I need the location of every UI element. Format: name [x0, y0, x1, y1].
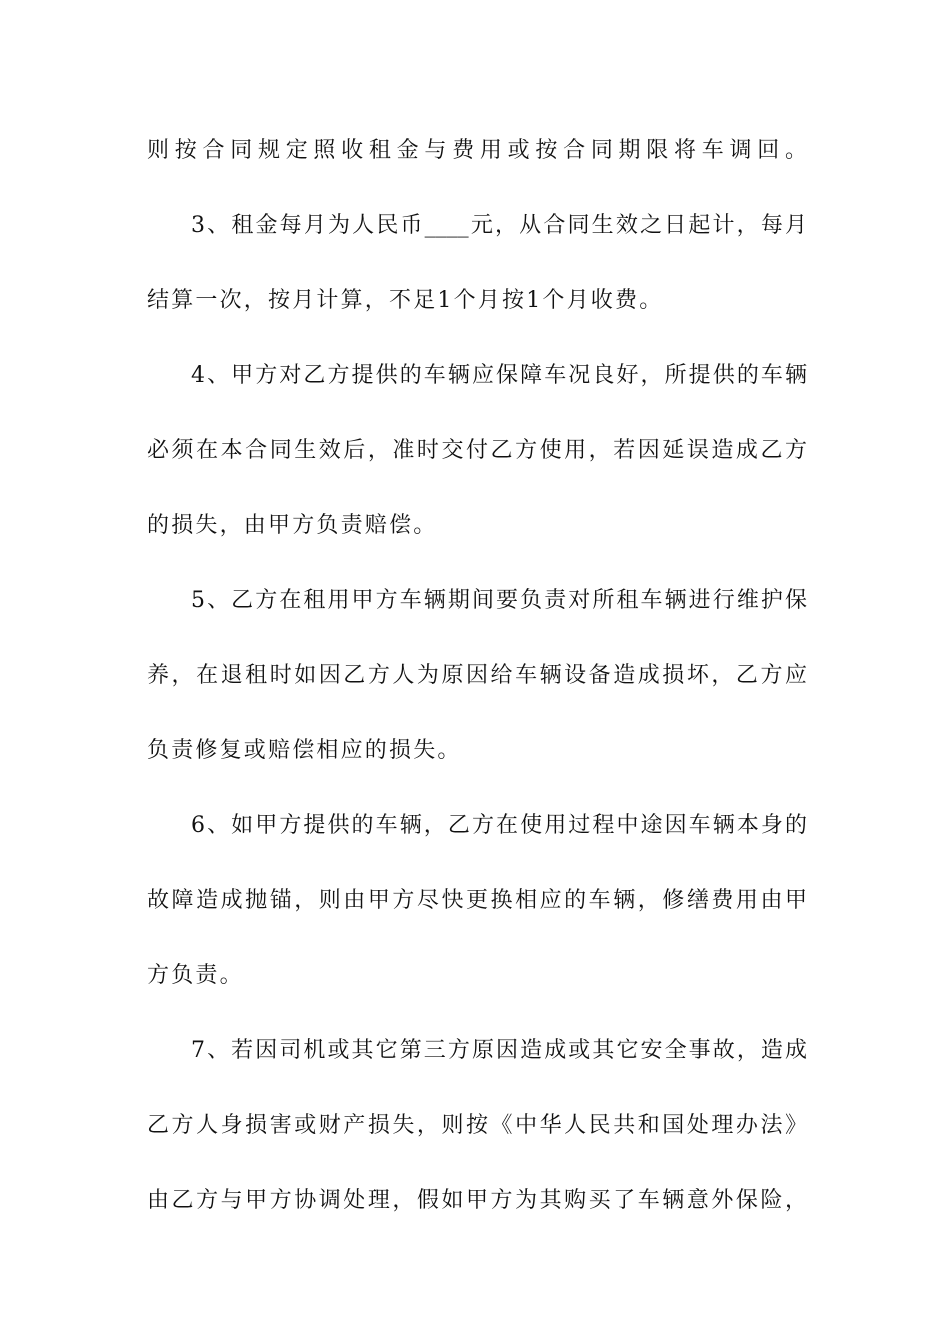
clause-5-line-1: 5、乙方在租用甲方车辆期间要负责对所租车辆进行维护保 [191, 588, 807, 613]
clause-6-line-2: 故障造成抛锚，则由甲方尽快更换相应的车辆，修缮费用由甲 [147, 888, 807, 913]
clause-5-line-2: 养，在退租时如因乙方人为原因给车辆设备造成损坏，乙方应 [147, 663, 807, 688]
clause-5-line-3: 负责修复或赔偿相应的损失。 [147, 738, 462, 763]
text-line-1: 则按合同规定照收租金与费用或按合同期限将车调回。 [147, 138, 807, 163]
clause-6-line-1: 6、如甲方提供的车辆，乙方在使用过程中途因车辆本身的 [191, 813, 807, 838]
clause-4-line-2: 必须在本合同生效后，准时交付乙方使用，若因延误造成乙方 [147, 438, 807, 463]
clause-4-line-3: 的损失，由甲方负责赔偿。 [147, 513, 438, 538]
clause-7-line-1: 7、若因司机或其它第三方原因造成或其它安全事故，造成 [191, 1038, 807, 1063]
clause-7-line-2: 乙方人身损害或财产损失，则按《中华人民共和国处理办法》 [147, 1113, 807, 1138]
clause-4-line-1: 4、甲方对乙方提供的车辆应保障车况良好，所提供的车辆 [191, 363, 807, 388]
clause-7-line-3: 由乙方与甲方协调处理，假如甲方为其购买了车辆意外保险， [147, 1188, 807, 1213]
clause-3-line-1: 3、租金每月为人民币____元，从合同生效之日起计，每月 [191, 213, 807, 238]
clause-6-line-3: 方负责。 [147, 963, 244, 988]
clause-3-line-2: 结算一次，按月计算，不足1个月按1个月收费。 [147, 288, 664, 313]
